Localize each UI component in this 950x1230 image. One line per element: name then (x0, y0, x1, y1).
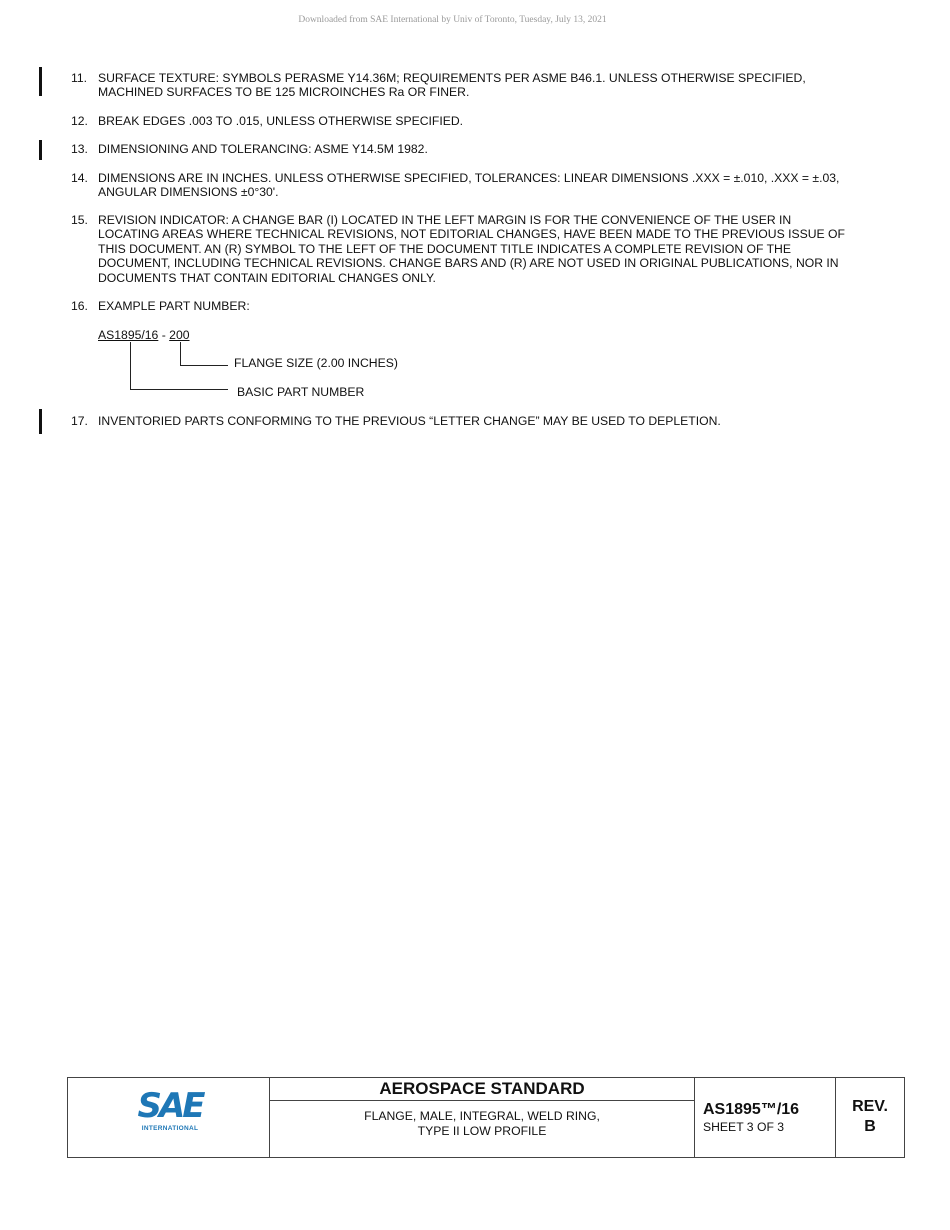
document-number: AS1895™/16 (703, 1101, 800, 1118)
note-17 (71, 414, 851, 428)
download-watermark: Downloaded from SAE International by Univ of Toronto, Tuesday, July 13, 2021 (298, 15, 607, 25)
note-text: BREAK EDGES .003 TO .015, UNLESS OTHERWISE SPECIFIED. (98, 114, 464, 128)
document-number-cell (695, 1078, 836, 1157)
note-text: REVISION INDICATOR: A CHANGE BAR (I) LOCATED IN THE LEFT MARGIN IS FOR THE CONVENIENCE OF THE USER IN LOCATING AREAS WHERE TECHNICAL REVISIONS, NOT EDITORIAL CHANGES, HAVE BEEN MADE TO THE PREVIOUS ISSUE OF THIS DOCUMENT. AN (R) SYMBOL TO THE LEFT OF THE DOCUMENT TITLE INDICATES A COMPLETE REVISION OF THE DOCUMENT, INCLUDING TECHNICAL REVISIONS. CHANGE BARS AND (R) ARE NOT USED IN ORIGINAL PUBLICATIONS, NOR IN DOCUMENTS THAT CONTAIN EDITORIAL CHANGES ONLY. (98, 213, 845, 285)
leader-line (130, 342, 131, 390)
part-number-separator: - (158, 328, 170, 342)
note-number: 16. (71, 299, 88, 313)
title-line-1: FLANGE, MALE, INTEGRAL, WELD RING, (364, 1109, 600, 1123)
note-14 (71, 171, 851, 200)
change-bar (39, 67, 42, 96)
title-line-2: TYPE II LOW PROFILE (417, 1123, 547, 1138)
sheet-number: SHEET 3 OF 3 (703, 1120, 785, 1134)
note-text: DIMENSIONS ARE IN INCHES. UNLESS OTHERWISE SPECIFIED, TOLERANCES: LINEAR DIMENSIONS .XXX = ±.010, .XXX = ±.03, ANGULAR DIMENSIONS ±0°30'. (98, 171, 840, 200)
note-number: 15. (71, 213, 88, 227)
flange-size-label: FLANGE SIZE (2.00 INCHES) (234, 356, 398, 370)
revision-label: REV. (852, 1098, 888, 1115)
note-text: DIMENSIONING AND TOLERANCING: ASME Y14.5M 1982. (98, 142, 428, 156)
standard-heading: AEROSPACE STANDARD (270, 1078, 694, 1101)
revision-cell (836, 1078, 904, 1157)
change-bar (39, 140, 42, 160)
note-12 (71, 114, 851, 128)
revision-value: B (864, 1118, 876, 1135)
leader-line (180, 365, 228, 366)
title-block (67, 1077, 905, 1158)
note-text: EXAMPLE PART NUMBER: (98, 299, 250, 313)
note-16 (71, 299, 851, 313)
example-part-number (98, 328, 190, 342)
leader-line (130, 389, 228, 390)
note-number: 13. (71, 142, 88, 156)
note-text: SURFACE TEXTURE: SYMBOLS PERASME Y14.36M; REQUIREMENTS PER ASME B46.1. UNLESS OTHERWISE SPECIFIED, MACHINED SURFACES TO BE 125 MICROINCHES Ra OR FINER. (98, 71, 806, 100)
change-bar (39, 409, 42, 434)
note-text: INVENTORIED PARTS CONFORMING TO THE PREVIOUS “LETTER CHANGE” MAY BE USED TO DEPLETION. (98, 414, 721, 428)
sae-logo: SAE (137, 1086, 203, 1126)
logo-cell (68, 1078, 270, 1157)
note-number: 14. (71, 171, 88, 185)
title-cell (270, 1078, 695, 1157)
note-number: 17. (71, 414, 88, 428)
note-11 (71, 71, 851, 100)
part-number-size-code: 200 (169, 328, 190, 342)
note-13 (71, 142, 851, 156)
document-title (270, 1109, 694, 1138)
note-15 (71, 213, 851, 285)
part-number-base: AS1895/16 (98, 328, 159, 342)
note-number: 12. (71, 114, 88, 128)
sae-logo-subtext: INTERNATIONAL (141, 1125, 199, 1132)
leader-line (180, 342, 181, 366)
note-number: 11. (71, 71, 88, 85)
basic-part-number-label: BASIC PART NUMBER (237, 385, 365, 399)
